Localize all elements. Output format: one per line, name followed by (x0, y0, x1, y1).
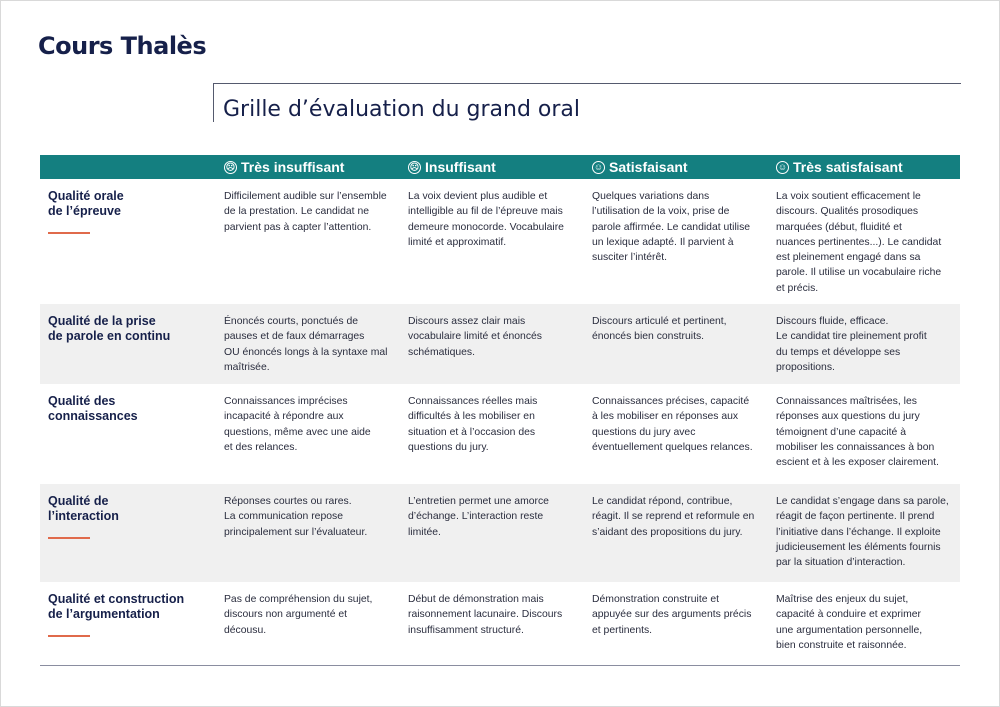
criterion-row-continuous-speech (40, 304, 960, 384)
criterion-underline (48, 232, 90, 234)
header-level-3 (584, 155, 768, 179)
criterion-label-cell (40, 484, 216, 582)
criterion-label: Qualité de la prise de parole en continu (48, 314, 171, 343)
header-level-4-label: Très satisfaisant (793, 159, 903, 175)
header-empty-cell (40, 155, 216, 179)
header-level-2 (400, 155, 584, 179)
descriptor-very-insufficient: Pas de compréhension du sujet, discours non argumenté et décousu. (224, 594, 373, 636)
criterion-label-cell (40, 179, 216, 304)
descriptor-very-satisfactory: Connaissances maîtrisées, les réponses aux questions du jury témoignent d’une capacité à mobiliser les connaissances à bon escient et à les exposer clairement. (776, 396, 939, 469)
header-level-1 (216, 155, 400, 179)
descriptor-very-insufficient: Énoncés courts, ponctués de pauses et de faux démarrages OU énoncés longs à la syntaxe mal maîtrisée. (224, 316, 388, 373)
very-sad-face-icon: ☹ (225, 161, 236, 172)
criterion-label: Qualité de l’interaction (48, 494, 119, 523)
criterion-row-oral-quality (40, 179, 960, 304)
descriptor-very-insufficient: Réponses courtes ou rares. La communication repose principalement sur l’évaluateur. (224, 496, 368, 538)
descriptor-insufficient: Discours assez clair mais vocabulaire limité et énoncés schématiques. (408, 316, 542, 358)
header-level-1-label: Très insuffisant (241, 159, 345, 175)
descriptor-satisfactory: Connaissances précises, capacité à les mobiliser en réponses aux questions du jury avec éventuellement quelques relances. (592, 396, 753, 453)
header-level-2-label: Insuffisant (425, 159, 496, 175)
criterion-underline (48, 635, 90, 637)
descriptor-insufficient: La voix devient plus audible et intelligible au fil de l’épreuve mais demeure monocorde. Vocabulaire limité et approximatif. (408, 191, 564, 248)
brand-logo: Cours Thalès (38, 32, 207, 60)
descriptor-satisfactory: Démonstration construite et appuyée sur des arguments précis et pertinents. (592, 594, 752, 636)
descriptor-very-satisfactory: Discours fluide, efficace. Le candidat tire pleinement profit du temps et développe ses propositions. (776, 316, 927, 373)
descriptor-insufficient: Connaissances réelles mais difficultés à les mobiliser en situation et à l’occasion des questions du jury. (408, 396, 538, 453)
evaluation-grid (40, 155, 960, 666)
criterion-row-interaction (40, 484, 960, 582)
descriptor-insufficient: L’entretien permet une amorce d’échange. L’interaction reste limitée. (408, 496, 549, 538)
header-row (40, 155, 960, 179)
very-happy-face-icon: ☺ (777, 161, 788, 172)
descriptor-very-insufficient: Difficilement audible sur l’ensemble de la prestation. Le candidat ne parvient pas à capter l’attention. (224, 191, 387, 233)
descriptor-very-insufficient: Connaissances imprécises incapacité à répondre aux questions, même avec une aide et des relances. (224, 396, 371, 453)
criterion-row-argumentation (40, 582, 960, 665)
sad-face-icon: ☹ (409, 161, 420, 172)
criterion-label: Qualité orale de l’épreuve (48, 189, 124, 218)
descriptor-very-satisfactory: Le candidat s’engage dans sa parole, réagit de façon pertinente. Il prend l’initiative dans l’échange. Il exploite judicieusement les éléments fournis par la situation d’interaction. (776, 496, 949, 569)
descriptor-satisfactory: Le candidat répond, contribue, réagit. Il se reprend et reformule en s’aidant des propositions du jury. (592, 496, 755, 538)
header-level-3-label: Satisfaisant (609, 159, 688, 175)
descriptor-satisfactory: Discours articulé et pertinent, énoncés bien construits. (592, 316, 727, 343)
criterion-label-cell (40, 384, 216, 484)
criterion-label-cell (40, 582, 216, 665)
happy-face-icon: ☺ (593, 161, 604, 172)
page-title: Grille d’évaluation du grand oral (223, 97, 581, 122)
criterion-underline (48, 537, 90, 539)
criterion-label: Qualité et construction de l’argumentation (48, 592, 185, 621)
descriptor-very-satisfactory: La voix soutient efficacement le discours. Qualités prosodiques marquées (début, fluidité et nuances pertinentes...). Le candidat est pleinement engagé dans sa parole. Il utilise un vocabulaire riche et précis. (776, 191, 942, 294)
criterion-row-knowledge (40, 384, 960, 484)
criterion-label: Qualité des connaissances (48, 394, 138, 423)
descriptor-satisfactory: Quelques variations dans l’utilisation de la voix, prise de parole affirmée. Le candidat utilise un lexique adapté. Il parvient à susciter l’intérêt. (592, 191, 751, 264)
descriptor-very-satisfactory: Maîtrise des enjeux du sujet, capacité à conduire et exprimer une argumentation personnelle, bien construite et raisonnée. (776, 594, 923, 651)
header-level-4 (768, 155, 960, 179)
descriptor-insufficient: Début de démonstration mais raisonnement lacunaire. Discours insuffisamment structuré. (408, 594, 563, 636)
criterion-label-cell (40, 304, 216, 384)
